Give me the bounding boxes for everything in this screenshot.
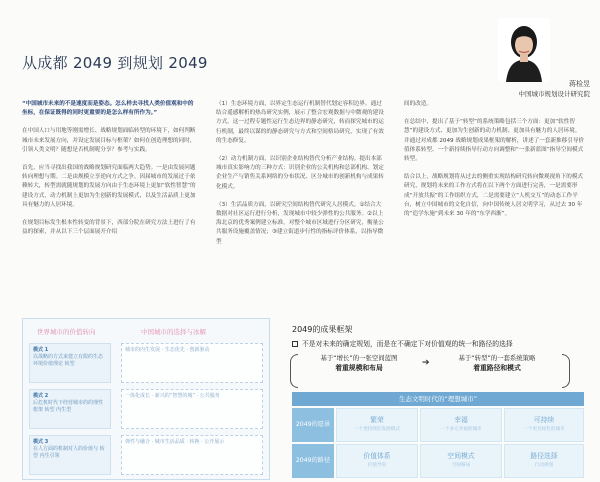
text-column-1 (22, 100, 197, 246)
cell-sub: 一个更具绿色的城市 (523, 427, 565, 432)
model-card-text: 后危机时代下经营城市的的理性框架 转型 内生型 (33, 400, 104, 413)
paragraph: 间的改造。 (404, 101, 432, 107)
option-growth-line1: 基于“增长”的一张空间蓝图 (320, 354, 398, 362)
lead-paragraph: “中国城市未来的不是速度而是姿态。怎么样去寻找人类价值观和中的坐标，在保证既得的同时更重要的是怎么样有所作为。” (22, 101, 194, 117)
paragraph: （2）动力机制方面，以识别企业结构替代分析产业结构。提出本部城市真实影响力的三种方式：识别企业的公关机构和总部机构、划定企业生产与销售关系网络的分布状况、区分城市的创新机构与成果转化模式。 (216, 156, 384, 190)
framework-cell (504, 444, 584, 478)
cell-title: 繁荣 (370, 416, 384, 424)
author-portrait-illustration (498, 18, 550, 82)
option-transformation-line1: 基于“转型”的一套系统策略 (458, 354, 536, 362)
paragraph: 在总结中，提出了基于“转型”的系统策略包括三个方面：更加“软性智慧”的建设方式、更加为生创新的动力机制、更加具有魅力的人居环境。并通过对成都 2049 战略规划成果框架的解析，讲述了一套新推移引导价值体系转型、一个新持续指导行动方向调整和“一张新蓝图”指导空间模式转型。 (404, 119, 585, 163)
framework-cell (420, 444, 502, 478)
choice-pane: 城市的内生发展 · 生态优先 · 创新驱动 (121, 343, 263, 383)
paragraph: 结合以上，战略规划将从过去的侧重实现结构研究转向微观视角下的模式研究，规划将未来的工作方式将在以下两个方面进行完善，一是需要形成“开放共振”的工作组织方式，二是需要建立“人机交互”的动态工作平台，树立中国城市的文化自信，向中国传统人居文明学习，从过去 30 年的“追学东施”到未来 30 年的“东学西渐”。 (404, 174, 584, 218)
row-label-vision: 2049的愿景 (292, 408, 334, 442)
cell-sub: 一个更持续的发展模式 (354, 427, 400, 432)
figure-value-shift (22, 318, 270, 480)
model-card-title: 模式 3 (33, 439, 49, 445)
option-transformation (434, 353, 560, 373)
choice-pane: 一体化成长 · 新兴的“智慧的城” · 公共服务 (121, 389, 263, 429)
cell-title: 幸福 (454, 416, 468, 424)
ideal-city-band: 生态文明时代的“理想城市” (292, 392, 584, 406)
text-column-3 (404, 100, 584, 228)
cell-title: 可持续 (533, 416, 555, 424)
model-card (29, 343, 111, 383)
option-transformation-line2: 着重路径和模式 (473, 364, 521, 372)
model-card-title: 模式 2 (33, 393, 49, 399)
option-growth-line2: 着重规模和布局 (335, 364, 383, 372)
paragraph: （3）生活品质方面，以研究空间结构替代研究人居模式。①结合大数据对社区运行进行分析，发现城市中较少弹性的公共服务。②以上海北京的优秀案例建立标准，对整个城市区域进行分区研究，衡量公共服务设施覆盖情况；③建立街道步行性的指标评价体系，以指导微型 (216, 201, 384, 245)
framework-cell (336, 444, 418, 478)
cell-sub: 行动规划 (534, 463, 554, 468)
model-card (29, 435, 111, 475)
model-card-text: 在人方面的机制对人的价值与 转型 内生引领 (33, 446, 105, 459)
cell-sub: 价值导向 (367, 463, 387, 468)
cell-title: 空间模式 (447, 452, 475, 460)
cell-title: 价值体系 (363, 452, 391, 460)
paragraph: 首先，应当寻找出我国的战略规划研究面临两大趋势。一是由发展问题转向理想与期。二是由规模立享逆向方式之争。因届城市的发展过于依赖转大，转型需就随规划的发展方向由于生态环境上更加“软性智慧”的建设方式，动力机制上更加为生创新的发展模式，以及生活品质上更加具有魅力的人居环境。 (22, 165, 196, 208)
row-label-path: 2049的路径 (292, 444, 334, 478)
figure-2049-framework (282, 318, 588, 480)
article-title: 从成都 2049 到规划 2049 (22, 54, 208, 72)
paragraph: 在规划目标发生根本性转变的背景下，西部分院在研究方法上进行了有益的探索，并从以下三个层面展开介绍 (22, 220, 196, 236)
arrow-right-icon: ➔ (422, 358, 430, 368)
framework-title: 2049的成果框架 (292, 325, 353, 334)
framework-question-text: 不是对未来的确定规划，而是在不确定下对价值观的统一和路径的选择 (302, 340, 513, 348)
framework-cell (420, 408, 502, 442)
model-card (29, 389, 111, 429)
framework-cell (504, 408, 584, 442)
right-brace-icon (562, 354, 570, 388)
checkbox-icon (292, 341, 298, 347)
cell-sub: 空间格局 (451, 463, 471, 468)
text-column-2 (216, 100, 386, 256)
model-card-text: 以战略的方式来建立有限的生态环境价值理论 转型 (33, 354, 104, 367)
model-card-title: 模式 1 (33, 347, 49, 353)
figure-heading-right: 中国城市的选择与冰解 (141, 328, 206, 336)
cell-title: 路径选择 (530, 452, 558, 460)
framework-cell (336, 408, 418, 442)
author-photo (498, 18, 550, 82)
author-name: 蒋检昱 (569, 80, 590, 88)
choice-pane: 弹性与融合 · 城市生活品质 · 转换 · 公开展示 (121, 435, 263, 475)
figure-heading-left: 世界城市的价值转向 (37, 328, 96, 336)
option-growth (300, 353, 418, 373)
author-affiliation: 中国城市规划设计研究院 (518, 90, 590, 98)
framework-grid (292, 408, 584, 478)
paragraph: （1）生态环境方面，以界定生态运行机制替代划定容积边界。通过结合遥感解析的热岛研究实例，展示了整合宏观数据与中微观的建设方式。这一过程专题性运行生态边界的静态研究，转而探究城市的运行机制，最终以谋的的静态研究与方式和空间格局研究，实现了有效的生态修复。 (216, 101, 384, 144)
cell-sub: 一个多元幸福的城市 (440, 427, 482, 432)
paragraph: 在中国人口与用地等刚需增长、战略规划面临转型的环境下，如何判断城市未来发展方向，并设定发展目标与框架？如何在创造理想的同时，引领人类文明？随想是否机制呢分享？参考与实践。 (22, 128, 196, 153)
left-brace-icon (290, 354, 298, 388)
framework-question (292, 338, 513, 348)
